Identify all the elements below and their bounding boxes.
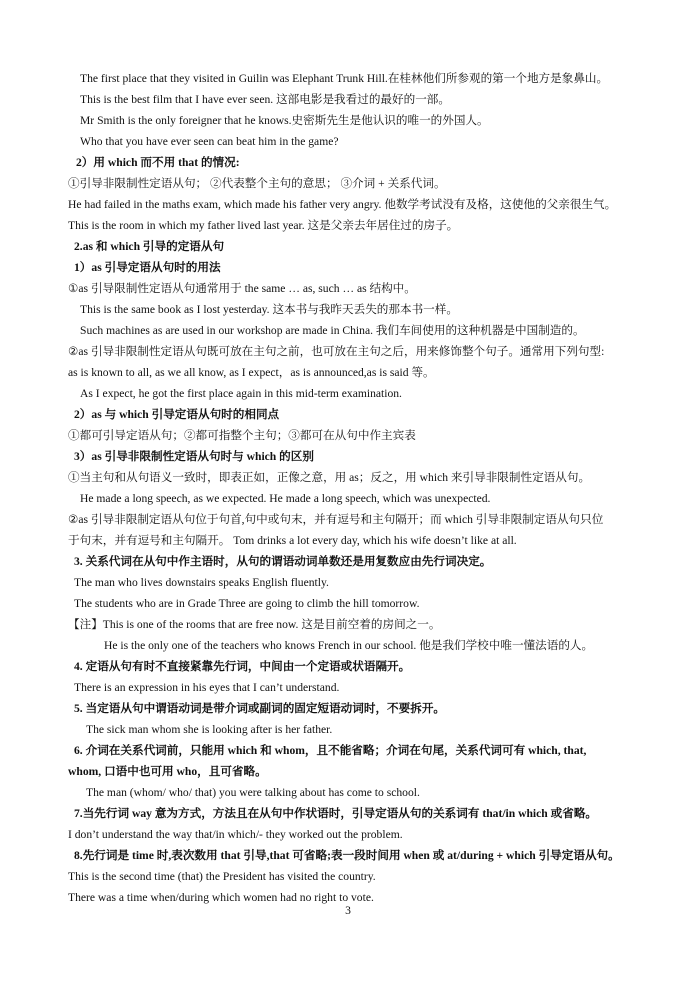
rule-difference-2: ②as 引导非限制定语从句位于句首,句中或句末，并有逗号和主句隔开；而 which 引导非限制定语从句只位 (68, 513, 604, 526)
example-such-machines: Such machines as are used in our workshop are made in China. 我们车间使用的这种机器是中国制造的。 (80, 324, 585, 337)
example-as-i-expect: As I expect, he got the first place again in this mid-term examination. (80, 387, 402, 400)
heading-rule-5: 5. 当定语从句中谓语动词是带介词或副词的固定短语动词时，不要拆开。 (74, 702, 446, 715)
heading-as-and-which: 2.as 和 which 引导的定语从句 (74, 240, 225, 253)
heading-which-not-that: 2）用 which 而不用 that 的情况: (76, 156, 240, 169)
rule-similarities: ①都可引导定语从句；②都可指整个主句；③都可在从句中作主宾表 (68, 429, 416, 442)
example-maths-exam: He had failed in the maths exam, which made his father very angry. 他数学考试没有及格，这使他的父亲很生气。 (68, 198, 617, 211)
heading-rule-4: 4. 定语从句有时不直接紧靠先行词，中间由一个定语或状语隔开。 (74, 660, 411, 673)
heading-rule-8: 8.先行词是 time 时,表次数用 that 引导,that 可省略;表一段时间用 when 或 at/during + which 引导定语从句。 (74, 849, 620, 862)
example-room-in-which: This is the room in which my father lived last year. 这是父亲去年居住过的房子。 (68, 219, 459, 232)
example-best-film: This is the best film that I have ever seen. 这部电影是我看过的最好的一部。 (80, 93, 450, 106)
heading-as-which-differences: 3）as 引导非限制性定语从句时与 which 的区别 (74, 450, 314, 463)
example-the-way: I don’t understand the way that/in which/- they worked out the problem. (68, 828, 403, 841)
heading-as-usage: 1）as 引导定语从句时的用法 (74, 261, 221, 274)
example-sick-man: The sick man whom she is looking after is her father. (86, 723, 333, 736)
example-talking-about: The man (whom/ who/ that) you were talking about has come to school. (86, 786, 420, 799)
page-number: 3 (345, 904, 351, 917)
note-rooms-free: 【注】This is one of the rooms that are free now. 这是目前空着的房间之一。 (68, 618, 441, 631)
example-long-speech: He made a long speech, as we expected. He made a long speech, which was unexpected. (80, 492, 491, 505)
example-a-time-when: There was a time when/during which women had no right to vote. (68, 891, 374, 904)
heading-rule-6-cont: whom, 口语中也可用 who，且可省略。 (68, 765, 267, 778)
example-who-that: Who that you have ever seen can beat him in the game? (80, 135, 339, 148)
rule-as-nonrestrictive: ②as 引导非限制性定语从句既可放在主句之前，也可放在主句之后，用来修饰整个句子。通常用下列句型: (68, 345, 605, 358)
example-mr-smith: Mr Smith is the only foreigner that he knows.史密斯先生是他认识的唯一的外国人。 (80, 114, 489, 127)
rule-as-patterns: as is known to all, as we all know, as I expect，as is announced,as is said 等。 (68, 366, 435, 379)
example-grade-three: The students who are in Grade Three are going to climb the hill tomorrow. (74, 597, 420, 610)
heading-rule-3: 3. 关系代词在从句中作主语时，从句的谓语动词单数还是用复数应由先行词决定。 (74, 555, 492, 568)
rule-difference-1: ①当主句和从句语义一致时，即表正如，正像之意，用 as；反之，用 which 来引导非限制性定语从句。 (68, 471, 591, 484)
rule-difference-2-cont: 于句末，并有逗号和主句隔开。 Tom drinks a lot every day, which his wife doesn’t like at all. (68, 534, 517, 547)
rule-as-restrictive: ①as 引导限制性定语从句通常用于 the same … as, such … as 结构中。 (68, 282, 416, 295)
example-lives-downstairs: The man who lives downstairs speaks English fluently. (74, 576, 329, 589)
example-same-book: This is the same book as I lost yesterday. 这本书与我昨天丢失的那本书一样。 (80, 303, 458, 316)
heading-rule-6: 6. 介词在关系代词前，只能用 which 和 whom，且不能省略；介词在句尾，关系代词可有 which, that, (74, 744, 587, 757)
rule-which-cases: ①引导非限制性定语从句； ②代表整个主句的意思； ③介词 + 关系代词。 (68, 177, 446, 190)
example-only-one-teacher: He is the only one of the teachers who knows French in our school. 他是我们学校中唯一懂法语的人。 (104, 639, 594, 652)
heading-rule-7: 7.当先行词 way 意为方式，方法且在从句中作状语时，引导定语从句的关系词有 that/in which 或省略。 (74, 807, 598, 820)
example-second-time: This is the second time (that) the President has visited the country. (68, 870, 376, 883)
heading-as-which-similarities: 2）as 与 which 引导定语从句时的相同点 (74, 408, 280, 421)
example-expression: There is an expression in his eyes that I can’t understand. (74, 681, 340, 694)
example-guilin: The first place that they visited in Guilin was Elephant Trunk Hill.在桂林他们所参观的第一个地方是象鼻山。 (80, 72, 609, 85)
